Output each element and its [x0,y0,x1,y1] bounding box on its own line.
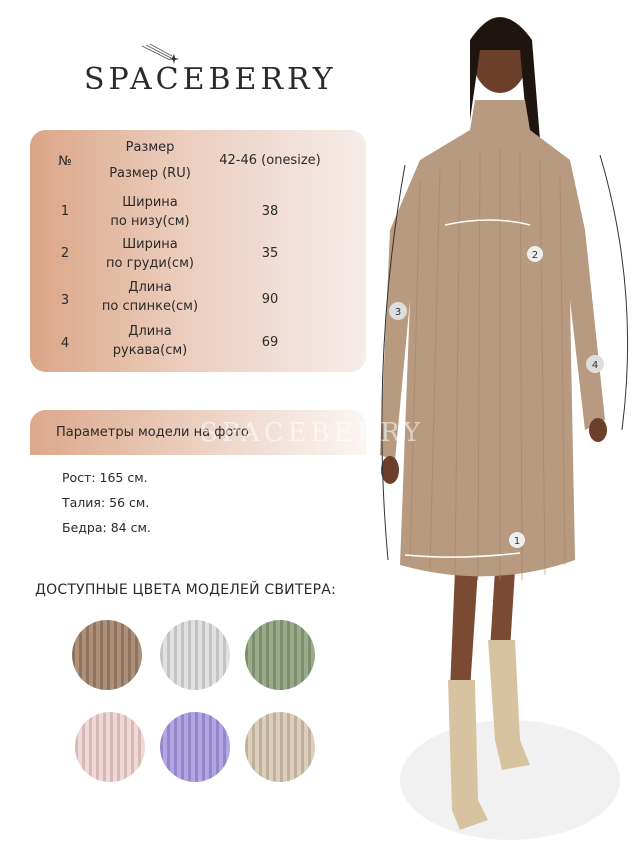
row-label: Длина рукава(см) [112,324,188,358]
swatch-light-gray[interactable] [160,620,230,690]
header-size: Размер [125,140,175,155]
header-no: № [58,154,72,169]
row-value: 38 [261,204,279,219]
marker-4: 4 [591,360,599,371]
colors-title: ДОСТУПНЫЕ ЦВЕТА МОДЕЛЕЙ СВИТЕРА: [35,582,336,598]
param-height: Рост: 165 см. [62,470,148,485]
swatch-brown[interactable] [72,620,142,690]
swatch-green[interactable] [245,620,315,690]
row-no: 4 [60,336,70,351]
row-value: 35 [261,246,279,261]
param-hips: Бедра: 84 см. [62,520,151,535]
row-label: Ширина по низу(см) [110,195,190,229]
marker-1: 1 [513,536,521,547]
row-no: 1 [60,204,70,219]
swatch-lavender[interactable] [160,712,230,782]
brand-logo: SPACEBERRY [84,62,337,97]
swatch-beige[interactable] [245,712,315,782]
row-label: Длина по спинке(см) [101,280,199,314]
row-value: 90 [261,292,279,307]
marker-3: 3 [394,307,402,318]
param-waist: Талия: 56 см. [62,495,150,510]
model-params-header: Параметры модели на фото [30,410,366,455]
size-table [30,130,366,372]
watermark: SPACEBERRY [200,418,425,448]
header-value: 42-46 (onesize) [219,153,321,168]
row-no: 2 [60,246,70,261]
marker-2: 2 [531,250,539,261]
header-size-ru: Размер (RU) [109,166,191,181]
swatch-pink[interactable] [75,712,145,782]
row-no: 3 [60,293,70,308]
row-label: Ширина по груди(см) [106,237,194,271]
row-value: 69 [261,335,279,350]
